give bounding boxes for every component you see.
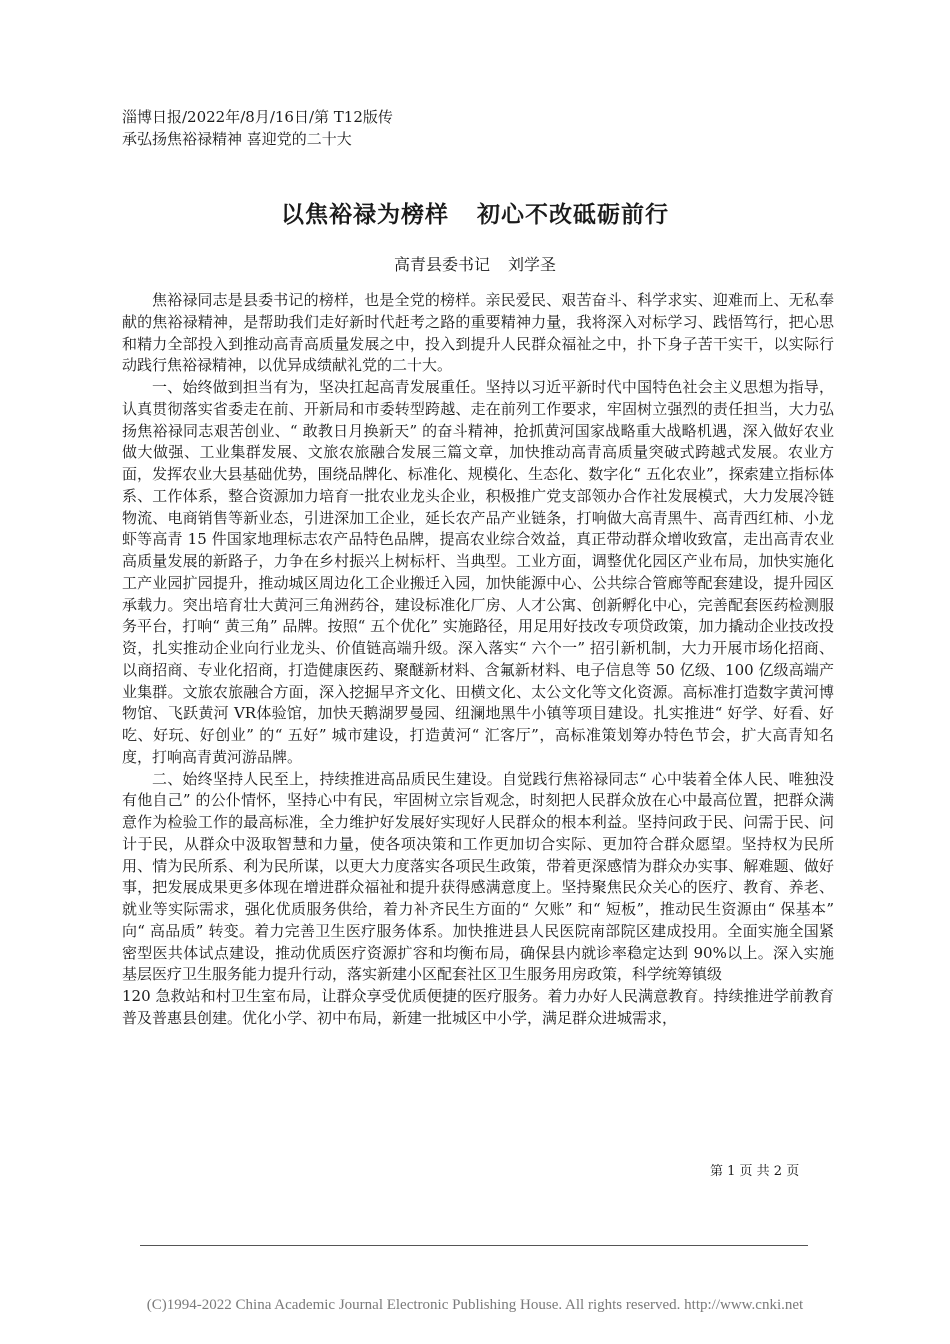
- paragraph-intro: 焦裕禄同志是县委书记的榜样，也是全党的榜样。亲民爱民、艰苦奋斗、科学求实、迎难而上、无私奉献的焦裕禄精神，是帮助我们走好新时代赶考之路的重要精神力量，我将深入对标学习、践悟笃行，把心思和精力全部投入到推动高青高质量发展之中，投入到提升人民群众福祉之中，扑下身子苦干实干，以实际行动践行焦裕禄精神，以优异成绩献礼党的二十大。: [122, 291, 834, 375]
- page-number: 第 1 页 共 2 页: [710, 1164, 800, 1179]
- paragraph-section-2: 二、始终坚持人民至上，持续推进高品质民生建设。自觉践行焦裕禄同志“ 心中装着全体人民、唯独没有他自己” 的公仆情怀，坚持心中有民，牢固树立宗旨观念，时刻把人民群众放在心中最高位置，把群众满意作为检验工作的最高标准，全力维护好发展好实现好人民群众的根本利益。坚持问政于民、问需于民、问计于民，从群众中汲取智慧和力量，使各项决策和工作更加切合实际、更加符合群众愿望。坚持权为民所用、情为民所系、利为民所谋，以更大力度落实各项民生政策，带着更深感情为群众办实事、解难题、做好事，把发展成果更多体现在增进群众福祉和提升获得感满意度上。坚持聚焦民众关心的医疗、教育、养老、就业等实际需求，强化优质服务供给，着力补齐民生方面的“ 欠账” 和“ 短板”，推动民生资源由“ 保基本” 向“ 高品质” 转变。着力完善卫生医疗服务体系。加快推进县人民医院南部院区建成投用。全面实施全国紧密型医共体试点建设，推动优质医疗资源扩容和均衡布局，确保县内就诊率稳定达到 90%以上。深入实施基层医疗卫生服务能力提升行动，落实新建小区配套社区卫生服务用房政策，科学统筹镇级: [122, 769, 834, 984]
- article-title: [0, 196, 950, 229]
- author-position: 高青县委书记: [393, 255, 490, 274]
- copyright-notice: (C)1994-2022 China Academic Journal Electronic Publishing House. All rights reserved. http://www.cnki.net: [146, 1297, 804, 1313]
- author-line: [0, 252, 950, 275]
- title-part-2: 初心不改砥砺前行: [477, 202, 669, 228]
- paragraph-continuation: 120 急救站和村卫生室布局，让群众享受优质便捷的医疗服务。着力办好人民满意教育。持续推进学前教育普及普惠县创建。优化小学、初中布局，新建一批城区中小学，满足群众进城需求，: [122, 987, 834, 1027]
- paragraph-section-1: 一、始终做到担当有为，坚决扛起高青发展重任。坚持以习近平新时代中国特色社会主义思想为指导，认真贯彻落实省委走在前、开新局和市委转型跨越、走在前列工作要求，牢固树立强烈的责任担当，大力弘扬焦裕禄同志艰苦创业、“ 敢教日月换新天” 的奋斗精神，抢抓黄河国家战略重大战略机遇，深入做好农业做大做强、工业集群发展、文旅农旅融合发展三篇文章，加快推动高青高质量突破式跨越式发展。农业方面，发挥农业大县基础优势，围绕品牌化、标准化、规模化、生态化、数字化“ 五化农业”，探索建立指标体系、工作体系，整合资源加力培育一批农业龙头企业，积极推广党支部领办合作社发展模式，大力发展冷链物流、电商销售等新业态，引进深加工企业，延长农产品产业链条，打响做大高青黑牛、高青西红柿、小龙虾等高青 15 件国家地理标志农产品特色品牌，提高农业综合效益，真正带动群众增收致富，走出高青农业高质量发展的新路子，力争在乡村振兴上树标杆、当典型。工业方面，调整优化园区产业布局，加快实施化工产业园扩园提升，推动城区周边化工企业搬迁入园，加快能源中心、公共综合管廊等配套建设，提升园区承载力。突出培育壮大黄河三角洲药谷，建设标准化厂房、人才公寓、创新孵化中心，完善配套医药检测服务平台，打响“ 黄三角” 品牌。按照“ 五个优化” 实施路径，用足用好技改专项贷政策，加力撬动企业技改投资，扎实推动企业向行业龙头、价值链高端升级。深入落实“ 六个一” 招引新机制，大力开展市场化招商、以商招商、专业化招商，打造健康医药、聚醚新材料、含氟新材料、电子信息等 50 亿级、100 亿级高端产业集群。文旅农旅融合方面，深入挖掘早齐文化、田横文化、太公文化等文化资源。高标准打造数字黄河博物馆、飞跃黄河 VR体验馆，加快天鹅湖罗曼园、纽澜地黑牛小镇等项目建设。扎实推进“ 好学、好看、好吃、好玩、好创业” 的“ 五好” 城市建设，打造黄河“ 汇客厅”，高标准策划筹办特色节会，扩大高青知名度，打响高青黄河游品牌。: [122, 378, 834, 766]
- source-line: 淄博日报/2022年/8月/16日/第 T12版传承弘扬焦裕禄精神 喜迎党的二十大: [122, 108, 393, 148]
- footer-divider: [140, 1245, 808, 1246]
- article-body: [122, 290, 834, 1030]
- title-part-1: 以焦裕禄为榜样: [281, 202, 449, 228]
- author-name: 刘学圣: [508, 255, 557, 274]
